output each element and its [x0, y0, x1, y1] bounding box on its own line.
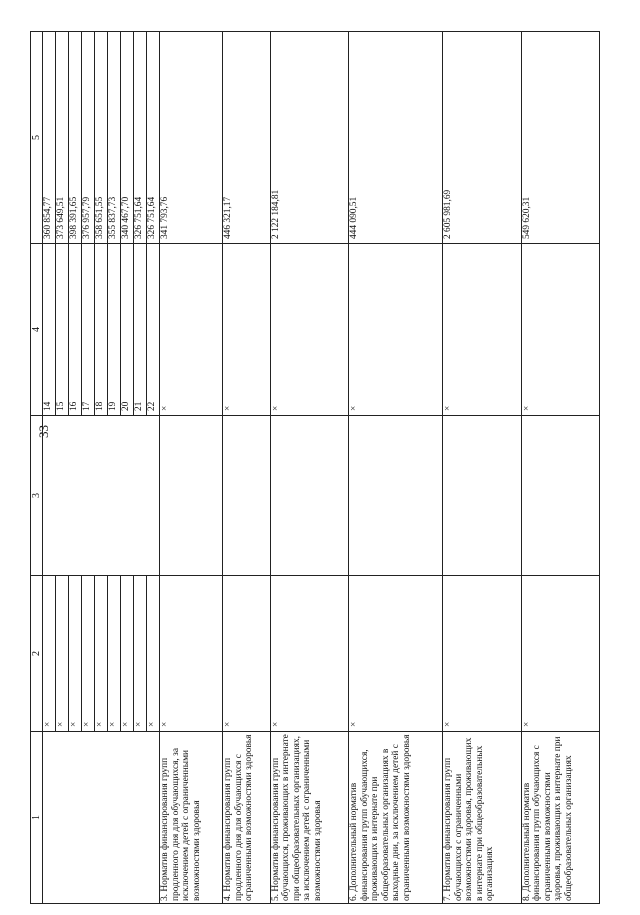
cell-col-5: 398 391,65 [69, 32, 82, 244]
rotated-table-container [30, 32, 600, 904]
cell-col-2: × [160, 576, 223, 732]
table-row [223, 32, 271, 904]
cell-col-4: 16 [69, 244, 82, 416]
cell-col-2: × [134, 576, 147, 732]
cell-col-4: 14 [43, 244, 56, 416]
table-row [443, 32, 521, 904]
cell-col-4: × [270, 244, 348, 416]
cell-col-5: 355 837,73 [108, 32, 121, 244]
cell-col-5: 444 090,51 [349, 32, 443, 244]
table-row [121, 32, 134, 904]
header-col-5: 5 [31, 32, 43, 244]
table-row [108, 32, 121, 904]
empty-cell [121, 416, 134, 576]
cell-col-4: 20 [121, 244, 134, 416]
cell-col-4: × [521, 244, 599, 416]
empty-cell [56, 416, 69, 576]
cell-col-2: × [82, 576, 95, 732]
table-row [521, 32, 599, 904]
cell-col-5: 2 122 184,81 [270, 32, 348, 244]
table-row [43, 32, 56, 904]
empty-cell [82, 732, 95, 904]
table-row [147, 32, 160, 904]
cell-col-5: 358 651,55 [95, 32, 108, 244]
table-row [134, 32, 147, 904]
financing-norms-table [30, 31, 600, 904]
cell-col-4: 15 [56, 244, 69, 416]
cell-col-4: × [349, 244, 443, 416]
empty-cell [82, 416, 95, 576]
table-row [82, 32, 95, 904]
empty-cell [134, 416, 147, 576]
table-row [95, 32, 108, 904]
cell-col-3 [270, 416, 348, 576]
cell-col-4: × [160, 244, 223, 416]
empty-cell [43, 416, 56, 576]
empty-cell [56, 732, 69, 904]
empty-cell [147, 732, 160, 904]
norm-description: 7. Норматив финансирования групп обучающихся с ограниченными возможностями здоровья, проживающих в интернате при общеобразовательных организациях [443, 732, 521, 904]
cell-col-2: × [147, 576, 160, 732]
empty-cell [69, 416, 82, 576]
cell-col-2: × [521, 576, 599, 732]
empty-cell [95, 732, 108, 904]
cell-col-4: 17 [82, 244, 95, 416]
cell-col-2: × [443, 576, 521, 732]
column-number-row [31, 32, 43, 904]
header-col-1: 1 [31, 732, 43, 904]
cell-col-2: × [108, 576, 121, 732]
cell-col-5: 373 649,51 [56, 32, 69, 244]
empty-cell [43, 732, 56, 904]
cell-col-2: × [121, 576, 134, 732]
cell-col-5: 360 854,77 [43, 32, 56, 244]
empty-cell [95, 416, 108, 576]
norm-description: 4. Норматив финансирования групп продленного дня для обучающихся с ограниченными возможностями здоровья [223, 732, 271, 904]
norm-description: 5. Норматив финансирования групп обучающихся, проживающих в интернате при общеобразовательных организациях, за исключением детей с ограниченными возможностями здоровья [270, 732, 348, 904]
cell-col-3 [443, 416, 521, 576]
cell-col-2: × [69, 576, 82, 732]
cell-col-4: 22 [147, 244, 160, 416]
empty-cell [147, 416, 160, 576]
table-row [349, 32, 443, 904]
norm-description: 8. Дополнительный норматив финансирования групп обучающихся с ограниченными возможностями здоровья, проживающих в интернате при общеобразовательных организациях [521, 732, 599, 904]
empty-cell [69, 732, 82, 904]
cell-col-2: × [56, 576, 69, 732]
cell-col-5: 2 605 981,69 [443, 32, 521, 244]
cell-col-5: 340 467,70 [121, 32, 134, 244]
cell-col-5: 549 620,31 [521, 32, 599, 244]
cell-col-5: 326 751,64 [134, 32, 147, 244]
cell-col-3 [349, 416, 443, 576]
cell-col-4: × [443, 244, 521, 416]
table-row [69, 32, 82, 904]
empty-cell [108, 732, 121, 904]
norm-description: 3. Норматив финансирования групп продленного дня для обучающихся, за исключением детей с ограниченными возможностями здоровья [160, 732, 223, 904]
cell-col-4: 21 [134, 244, 147, 416]
cell-col-5: 326 751,64 [147, 32, 160, 244]
empty-cell [134, 732, 147, 904]
cell-col-2: × [95, 576, 108, 732]
empty-cell [108, 416, 121, 576]
header-col-2: 2 [31, 576, 43, 732]
cell-col-2: × [43, 576, 56, 732]
cell-col-3 [521, 416, 599, 576]
cell-col-3 [160, 416, 223, 576]
cell-col-3 [223, 416, 271, 576]
cell-col-4: 19 [108, 244, 121, 416]
cell-col-4: 18 [95, 244, 108, 416]
cell-col-5: 341 793,76 [160, 32, 223, 244]
empty-cell [121, 732, 134, 904]
table-row [270, 32, 348, 904]
cell-col-2: × [270, 576, 348, 732]
header-col-4: 4 [31, 244, 43, 416]
cell-col-4: × [223, 244, 271, 416]
cell-col-2: × [349, 576, 443, 732]
page-number: 33 [36, 425, 51, 438]
cell-col-5: 446 321,17 [223, 32, 271, 244]
table-row [160, 32, 223, 904]
cell-col-2: × [223, 576, 271, 732]
header-col-3: 3 [31, 416, 43, 576]
norm-description: 6. Дополнительный норматив финансирования групп обучающихся, проживающих в интернате при общеобразовательных организациях в выходные дни, за исключением детей с ограниченными возможностями здоровья [349, 732, 443, 904]
cell-col-5: 376 957,79 [82, 32, 95, 244]
table-row [56, 32, 69, 904]
